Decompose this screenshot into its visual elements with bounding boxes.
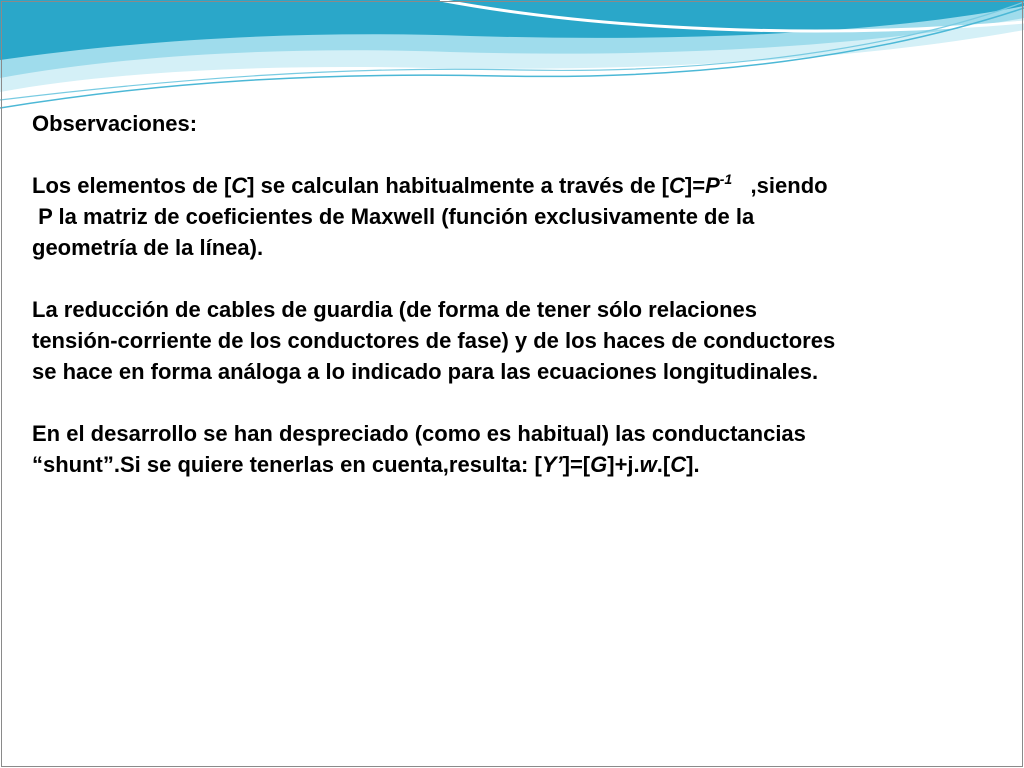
math-var-c: C xyxy=(231,173,248,198)
paragraph-1-line-2: P la matriz de coeficientes de Maxwell (función exclusivamente de la xyxy=(32,204,755,229)
slide-body xyxy=(32,108,992,480)
paragraph-3-line-1: En el desarrollo se han despreciado (como es habitual) las conductancias xyxy=(32,421,806,446)
math-exponent: -1 xyxy=(719,171,733,187)
paragraph-2-line-2: tensión-corriente de los conductores de fase) y de los haces de conductores xyxy=(32,328,836,353)
paragraph-2-line-1: La reducción de cables de guardia (de forma de tener sólo relaciones xyxy=(32,297,758,322)
math-var-y: Y’ xyxy=(541,452,563,477)
header-wave-decoration xyxy=(0,0,1024,120)
math-var-c: C xyxy=(669,173,685,198)
math-var-p: P xyxy=(705,173,720,198)
paragraph-2-line-3: se hace en forma análoga a lo indicado para las ecuaciones longitudinales. xyxy=(32,359,819,384)
heading: Observaciones: xyxy=(32,111,198,136)
math-var-g: G xyxy=(590,452,608,477)
math-var-w: w xyxy=(639,452,657,477)
paragraph-1-line-3: geometría de la línea). xyxy=(32,235,264,260)
paragraph-1-line-1: Los elementos de [C] se calculan habitualmente a través de $[C]=P^{-1}$ ,siendo xyxy=(32,171,828,198)
paragraph-3-line-2: “shunt”.Si se quiere tenerlas en cuenta,resulta: [Y’]=[G]+j.w.[C]. xyxy=(32,452,700,477)
math-var-c: C xyxy=(670,452,687,477)
